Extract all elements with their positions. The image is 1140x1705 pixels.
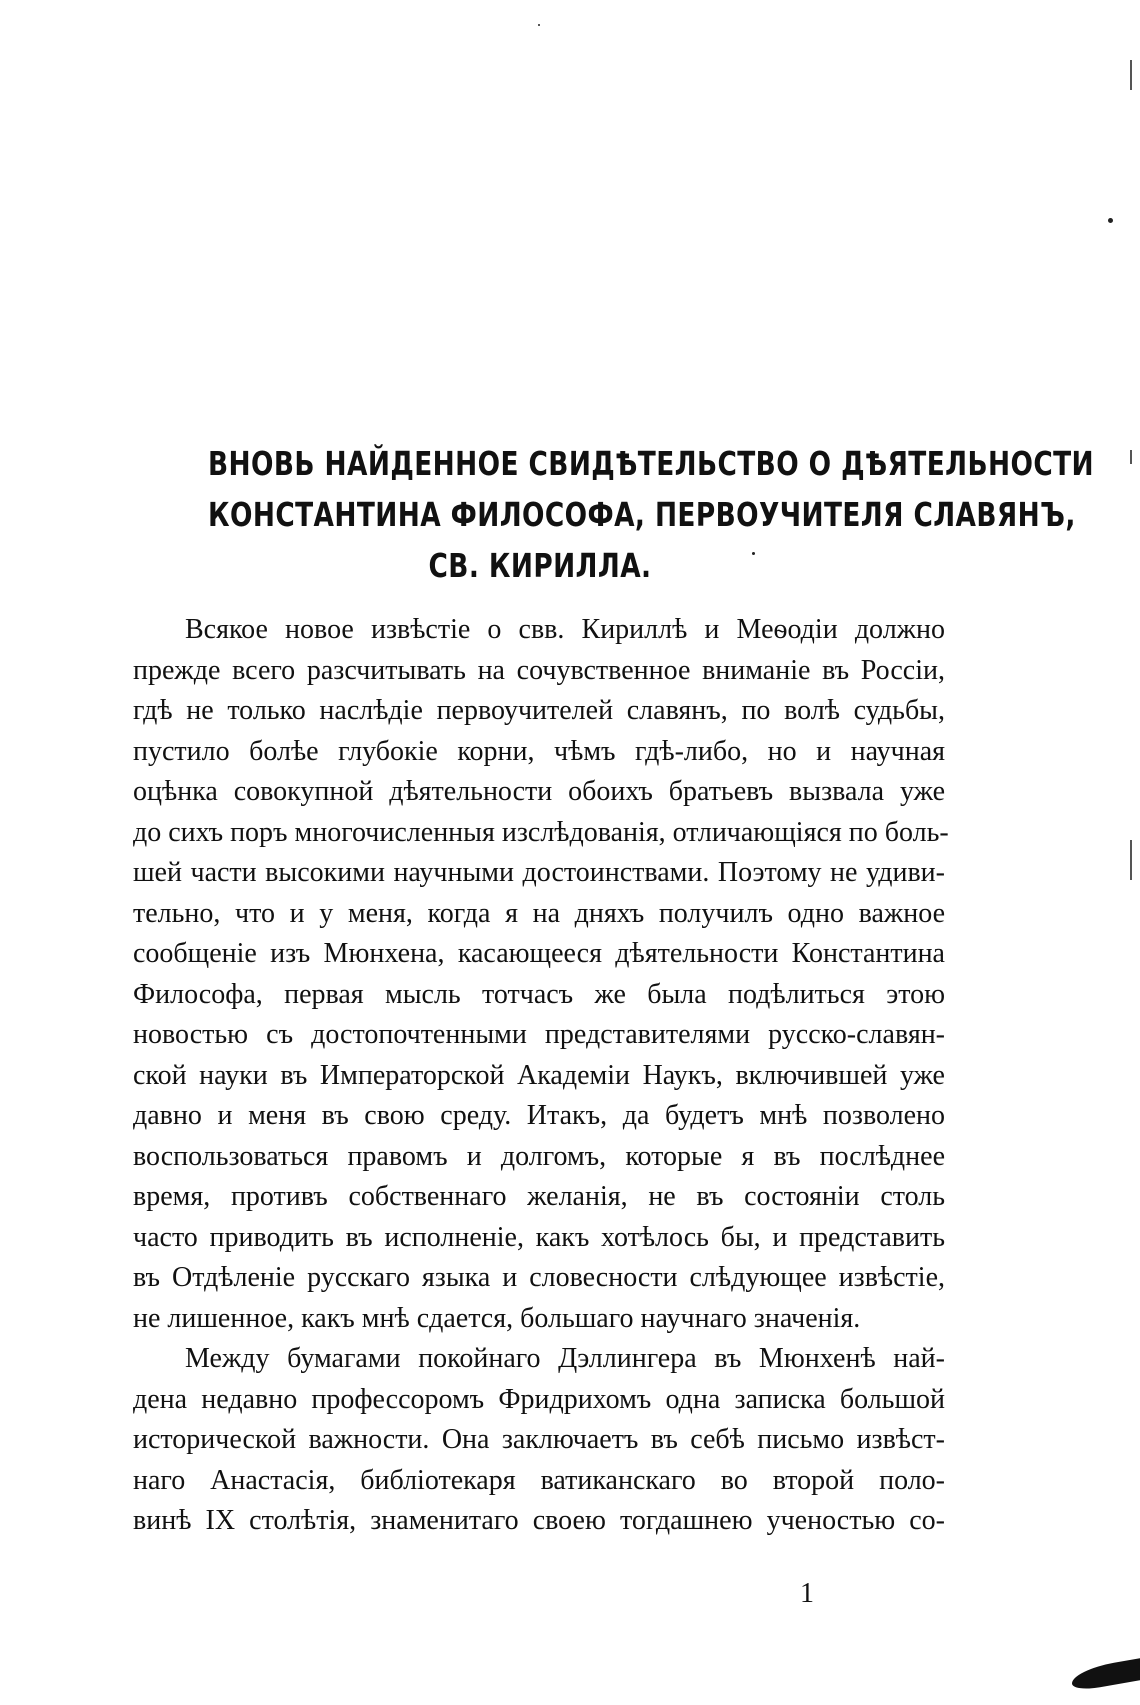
paragraph-1 bbox=[133, 610, 949, 1339]
page-number: 1 bbox=[800, 1578, 814, 1609]
text-line: пустило болѣе глубокіе корни, чѣмъ гдѣ-либо, но и научная bbox=[133, 735, 945, 767]
text-line: тельно, что и у меня, когда я на дняхъ получилъ одно важное bbox=[133, 897, 945, 929]
text-line: время, противъ собственнаго желанія, не въ состояніи столь bbox=[133, 1181, 945, 1212]
article-title bbox=[125, 438, 1095, 591]
scan-ink-blot bbox=[1072, 1658, 1140, 1692]
scan-speck bbox=[1108, 218, 1113, 223]
text-line: въ Отдѣленіе русскаго языка и словесности слѣдующее извѣстіе, bbox=[133, 1262, 945, 1293]
text-line: прежде всего разсчитывать на сочувственное вниманіе въ Россіи, bbox=[133, 654, 945, 686]
scan-edge-mark bbox=[1130, 840, 1132, 880]
text-line: Между бумагами покойнаго Дэллингера въ Мюнхенѣ най- bbox=[185, 1343, 945, 1374]
text-line: давно и меня въ свою среду. Итакъ, да будетъ мнѣ позволено bbox=[133, 1100, 945, 1131]
text-line: новостью съ достопочтенными представителями русско-славян- bbox=[133, 1019, 945, 1050]
scan-speck bbox=[752, 552, 755, 555]
scan-edge-mark bbox=[1130, 450, 1132, 464]
body-text bbox=[133, 610, 949, 1542]
text-line: Всякое новое извѣстіе о свв. Кириллѣ и Меѳодіи должно bbox=[185, 614, 945, 645]
text-line: оцѣнка совокупной дѣятельности обоихъ братьевъ вызвала уже bbox=[133, 776, 945, 807]
text-line: наго Анастасія, библіотекаря ватиканскаго во второй поло- bbox=[133, 1464, 945, 1496]
title-line-1: ВНОВЬ НАЙДЕННОЕ СВИДѢТЕЛЬСТВО О ДѢЯТЕЛЬНОСТИ bbox=[208, 444, 1095, 483]
scan-speck bbox=[538, 24, 540, 26]
title-line-2: КОНСТАНТИНА ФИЛОСОФА, ПЕРВОУЧИТЕЛЯ СЛАВЯНЪ, bbox=[208, 495, 1076, 534]
title-line-3: СВ. КИРИЛЛА. bbox=[428, 546, 652, 585]
text-line: исторической важности. Она заключаетъ въ себѣ письмо извѣст- bbox=[133, 1424, 945, 1455]
scan-edge-mark bbox=[1130, 60, 1132, 90]
text-line: Философа, первая мысль тотчасъ же была подѣлиться этою bbox=[133, 978, 945, 1010]
text-line: часто приводить въ исполненіе, какъ хотѣлось бы, и представить bbox=[133, 1221, 945, 1253]
text-line: винѣ IX столѣтія, знаменитаго своею тогдашнею ученостью со- bbox=[133, 1505, 945, 1536]
text-line: дена недавно профессоромъ Фридрихомъ одна записка большой bbox=[133, 1383, 945, 1415]
text-line: воспользоваться правомъ и долгомъ, которые я въ послѣднее bbox=[133, 1140, 945, 1172]
text-line: сообщеніе изъ Мюнхена, касающееся дѣятельности Константина bbox=[133, 938, 945, 969]
text-line: шей части высокими научными достоинствами. Поэтому не удиви- bbox=[133, 857, 945, 888]
paragraph-2 bbox=[133, 1339, 945, 1542]
text-line: ской науки въ Императорской Академіи Наукъ, включившей уже bbox=[133, 1059, 945, 1091]
text-line: не лишенное, какъ мнѣ сдается, большаго научнаго значенія. bbox=[133, 1302, 861, 1334]
text-line: гдѣ не только наслѣдіе первоучителей славянъ, по волѣ судьбы, bbox=[133, 695, 945, 726]
text-line: до сихъ поръ многочисленныя изслѣдованія, отличающіяся по боль- bbox=[133, 816, 949, 848]
